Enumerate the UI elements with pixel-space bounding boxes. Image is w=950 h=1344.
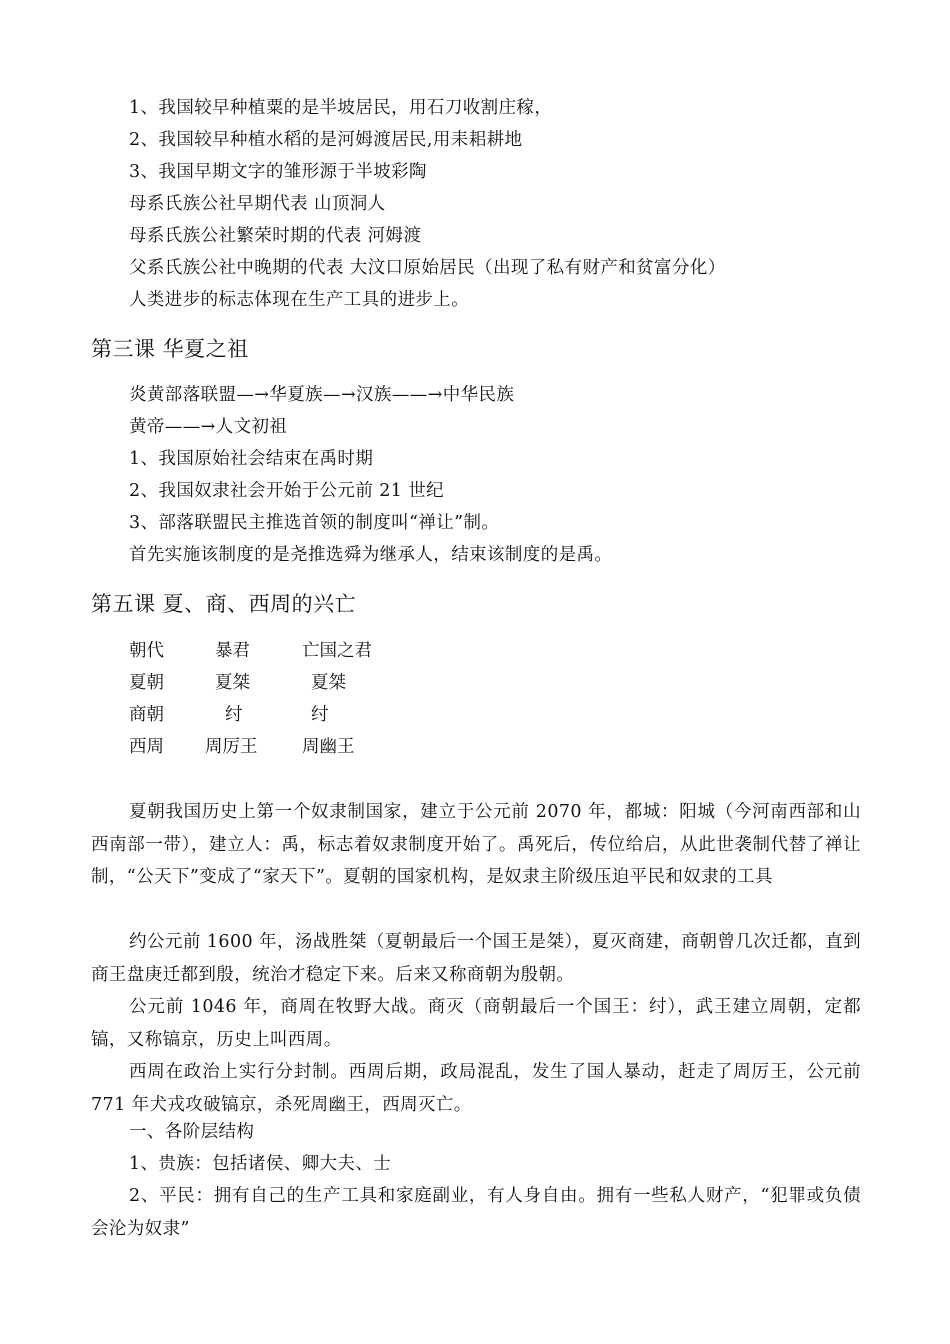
table-cell: 周厉王 (205, 737, 258, 757)
text-line: 母系氏族公社繁荣时期的代表 河姆渡 (129, 226, 422, 246)
table-header: 暴君 (215, 641, 250, 661)
table-header: 亡国之君 (302, 641, 372, 661)
text-line: 3、我国早期文字的雏形源于半坡彩陶 (129, 162, 427, 182)
text-line: 父系氏族公社中晚期的代表 大汶口原始居民（出现了私有财产和贫富分化） (129, 258, 726, 278)
text-line: 1、我国较早种植粟的是半坡居民，用石刀收割庄稼， (129, 98, 553, 118)
text-line: 2、我国较早种植水稻的是河姆渡居民,用耒耜耕地 (129, 130, 523, 150)
paragraph-zhou: 公元前 1046 年，商周在牧野大战。商灭（商朝最后一个国王：纣），武王建立周朝，定都镐，又称镐京，历史上叫西周。 (91, 997, 861, 1050)
table-cell: 夏朝 (129, 673, 164, 693)
paragraph-western-zhou: 西周在政治上实行分封制。西周后期，政局混乱，发生了国人暴动，赶走了周厉王，公元前 771 年犬戎攻破镐京，杀死周幽王，西周灭亡。 (91, 1062, 861, 1115)
text-line: 首先实施该制度的是尧推选舜为继承人，结束该制度的是禹。 (129, 545, 613, 565)
text-line: 黄帝——→人文初祖 (129, 417, 288, 437)
table-cell: 周幽王 (302, 737, 355, 757)
section-heading: 第五课 夏、商、西周的兴亡 (91, 592, 357, 616)
section-heading: 第三课 华夏之祖 (91, 337, 249, 361)
paragraph-xia: 夏朝我国历史上第一个奴隶制国家，建立于公元前 2070 年，都城：阳城（今河南西部和山西南部一带），建立人：禹，标志着奴隶制度开始了。禹死后，传位给启，从此世袭制代替了禅让制，“公天下”变成了“家天下”。夏朝的国家机构，是奴隶主阶级压迫平民和奴隶的工具 (91, 802, 861, 887)
subsection-title: 一、各阶层结构 (129, 1122, 255, 1142)
table-header: 朝代 (129, 641, 164, 661)
table-cell: 纣 (225, 705, 243, 725)
table-cell: 纣 (311, 705, 329, 725)
text-line: 3、部落联盟民主推选首领的制度叫“禅让”制。 (129, 513, 500, 533)
table-cell: 西周 (129, 737, 164, 757)
text-line: 2、我国奴隶社会开始于公元前 21 世纪 (129, 481, 445, 501)
text-line: 1、贵族：包括诸侯、卿大夫、士 (129, 1154, 392, 1174)
table-cell: 商朝 (129, 705, 164, 725)
text-line: 人类进步的标志体现在生产工具的进步上。 (129, 290, 470, 310)
paragraph-shang: 约公元前 1600 年，汤战胜桀（夏朝最后一个国王是桀），夏灭商建，商朝曾几次迁都，直到商王盘庚迁都到殷，统治才稳定下来。后来又称商朝为殷朝。 (91, 932, 861, 985)
text-line: 1、我国原始社会结束在禹时期 (129, 449, 374, 469)
table-cell: 夏桀 (311, 673, 346, 693)
table-cell: 夏桀 (215, 673, 250, 693)
text-line: 母系氏族公社早期代表 山顶洞人 (129, 194, 386, 214)
text-line: 炎黄部落联盟—→华夏族—→汉族——→中华民族 (129, 385, 515, 405)
paragraph-commoners: 2、平民：拥有自己的生产工具和家庭副业，有人身自由。拥有一些私人财产，“犯罪或负债会沦为奴隶” (91, 1186, 861, 1239)
